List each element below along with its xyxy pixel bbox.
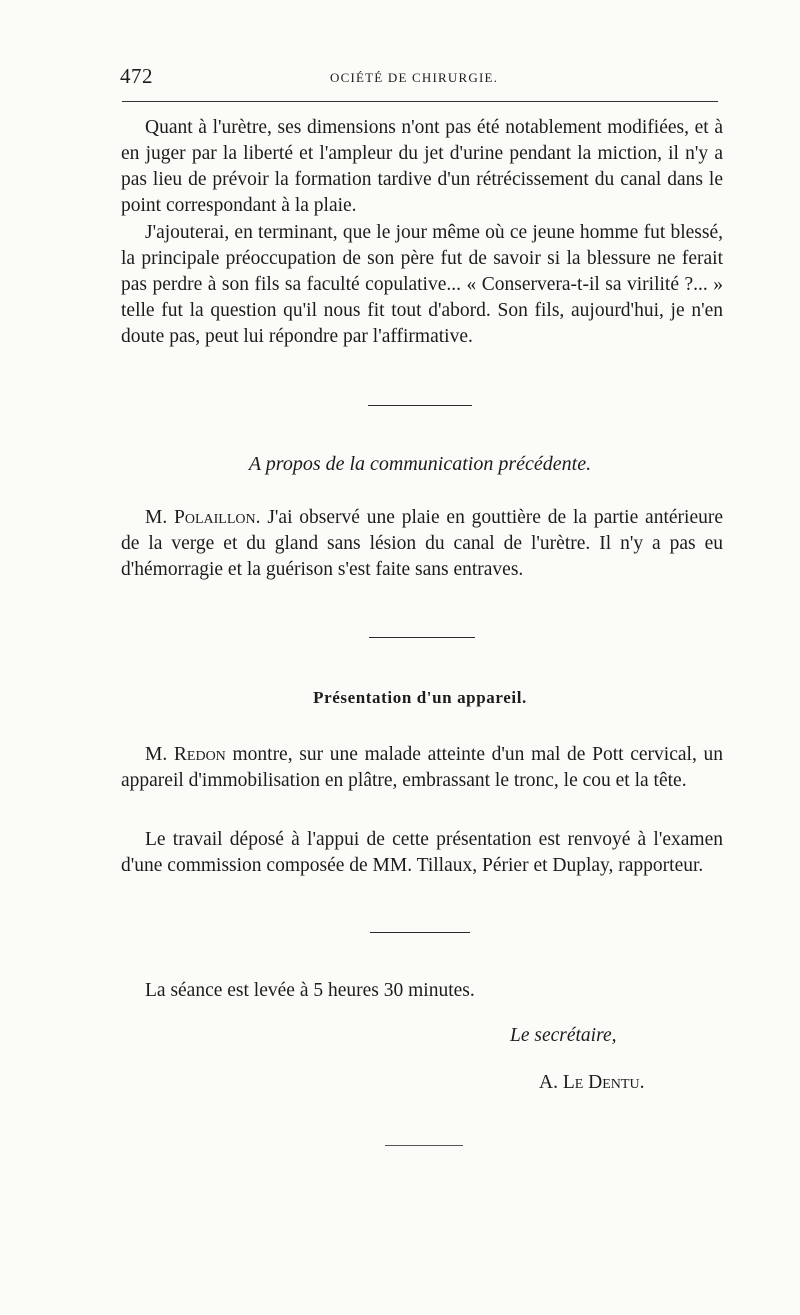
end-rule [385, 1145, 463, 1146]
separator-rule [368, 405, 472, 406]
closing-statement: La séance est levée à 5 heures 30 minutes. [145, 980, 475, 1001]
speaker-statement: J'ai observé une plaie en gouttière de la partie antérieure de la verge et du gland sans lésion du canal de l'urètre. Il n'y a pas eu d'hémorragie et la guérison s'est faite sans entraves. [121, 507, 724, 580]
signature-name: A. Le Dentu. [539, 1072, 645, 1093]
speaker-name: M. Redon [145, 744, 226, 765]
running-head: OCIÉTÉ DE CHIRURGIE. [330, 70, 499, 85]
paragraph-text [121, 742, 723, 794]
paragraph-commission [121, 827, 723, 879]
separator-rule [370, 932, 470, 933]
section-subtitle: A propos de la communication précédente. [248, 453, 592, 475]
page-number: 472 [120, 64, 153, 88]
paragraph-conclusion [121, 220, 723, 350]
paragraph-urethra [121, 115, 723, 219]
paragraph-redon [121, 742, 723, 794]
section-heading: Présentation d'un appareil. [313, 688, 527, 707]
paragraph-text: Quant à l'urètre, ses dimensions n'ont pas été notablement modifiées, et à en juger par la liberté et l'ampleur du jet d'urine pendant la miction, il n'y a pas lieu de prévoir la formation tardive d'un rétrécissement du canal dans le point correspondant à la plaie. [121, 117, 723, 216]
paragraph-polaillon [121, 505, 723, 583]
page-header [120, 62, 720, 92]
paragraph-text: J'ajouterai, en terminant, que le jour même où ce jeune homme fut blessé, la principale préoccupation de son père fut de savoir si la blessure ne ferait pas perdre à son fils sa faculté copulative... « Conservera-t-il sa virilité ?... » telle fut la question qu'il nous fit tout d'abord. Son fils, aujourd'hui, je n'en doute pas, peut lui répondre par l'affirmative. [121, 222, 723, 347]
paragraph-text [121, 505, 723, 583]
signature-role: Le secrétaire, [510, 1025, 617, 1046]
paragraph-text: Le travail déposé à l'appui de cette présentation est renvoyé à l'examen d'une commission composée de MM. Tillaux, Périer et Duplay, rapporteur. [121, 829, 723, 876]
speaker-name: M. Polaillon. [145, 507, 261, 528]
speaker-statement: montre, sur une malade atteinte d'un mal de Pott cervical, un appareil d'immobilisation en plâtre, embrassant le tronc, le cou et la tête. [121, 744, 723, 791]
header-rule [122, 101, 718, 102]
separator-rule [369, 637, 475, 638]
